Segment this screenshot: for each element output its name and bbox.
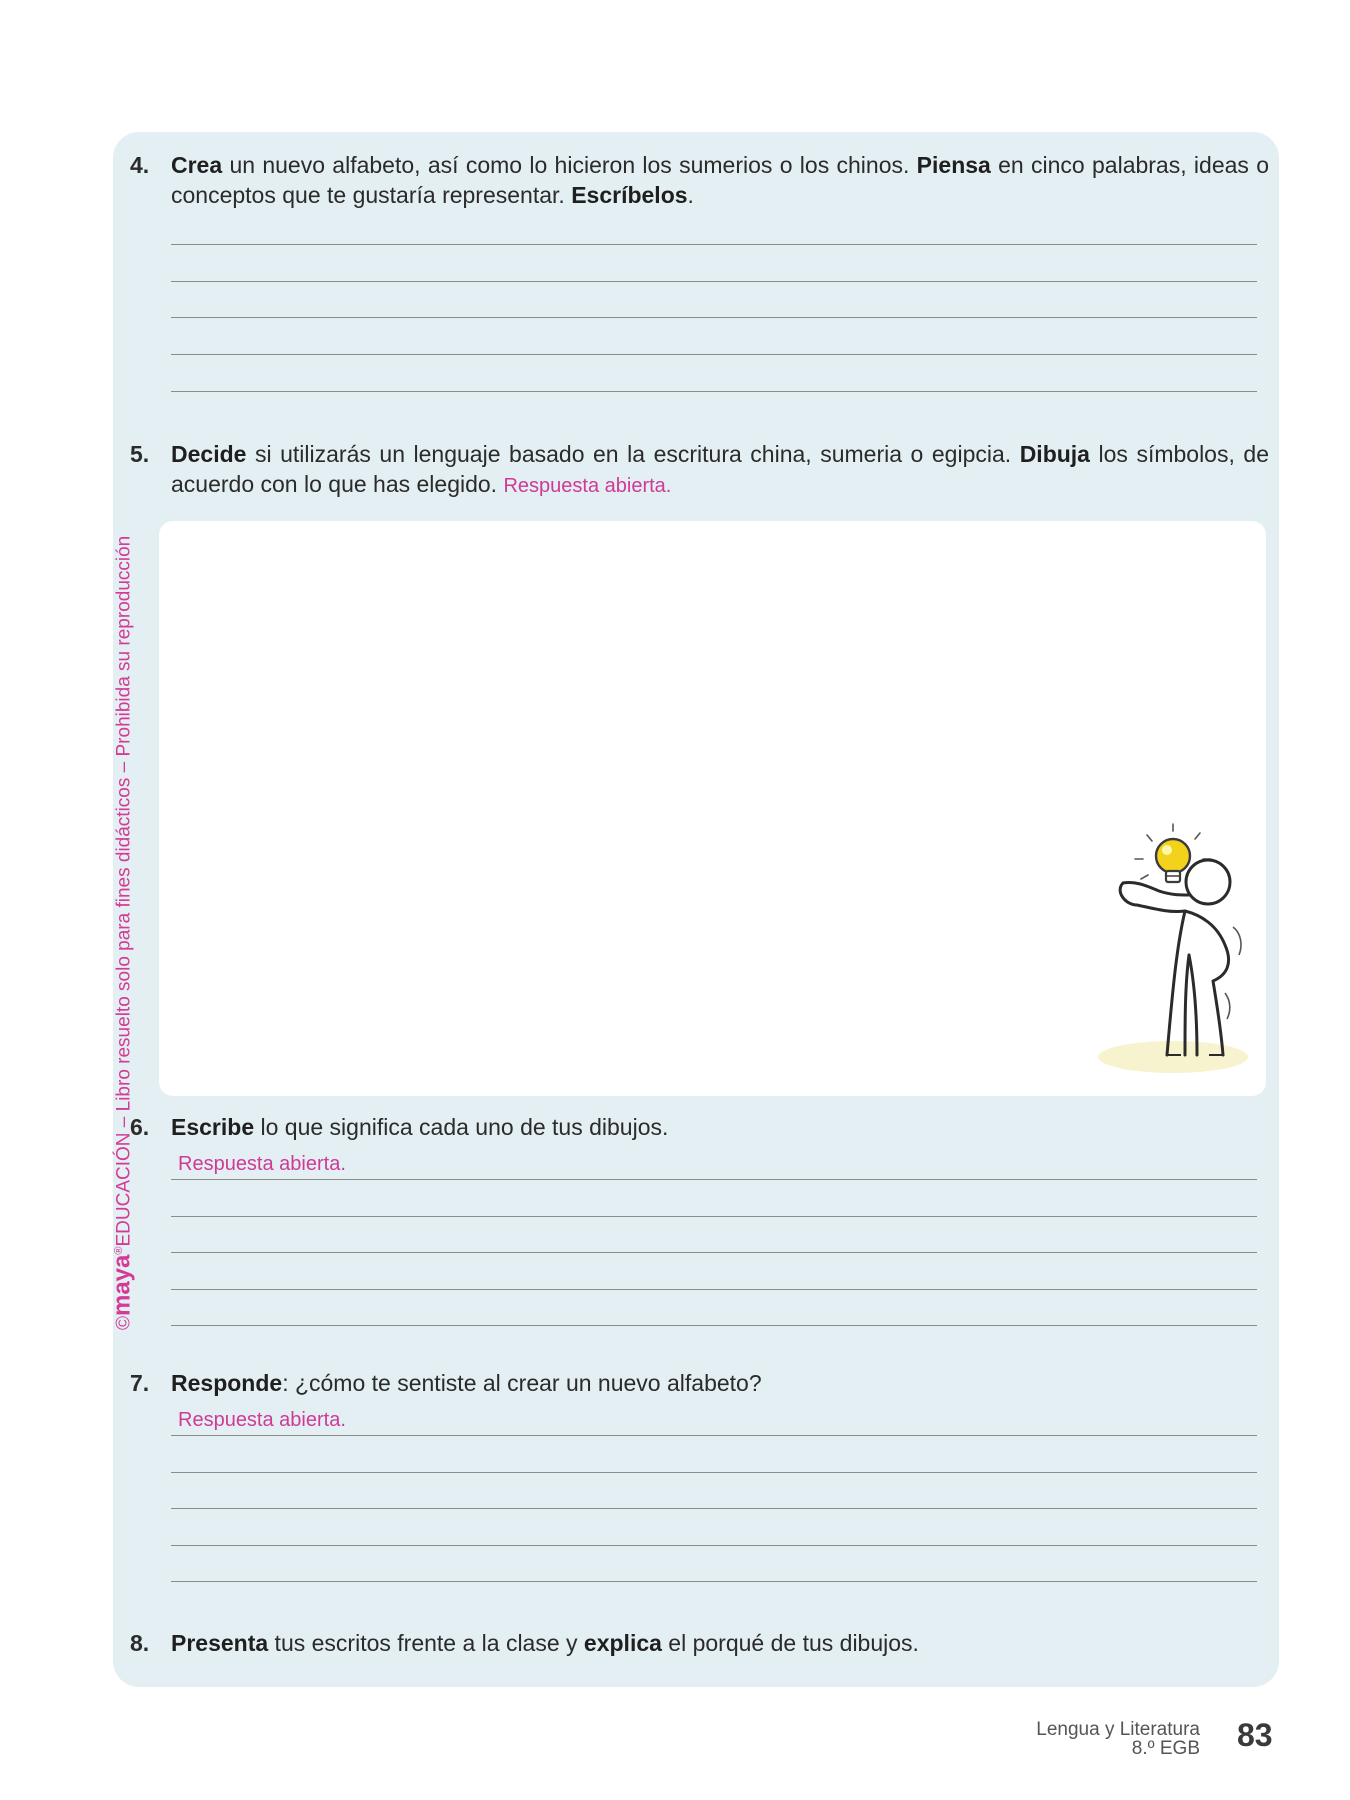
question-text: Crea un nuevo alfabeto, así como lo hicieron los sumerios o los chinos. Piensa en cinco palabras, ideas o conceptos que te gustaría representar. Escríbelos. — [171, 152, 1269, 208]
question-4 — [130, 150, 1270, 210]
answer-line[interactable] — [171, 1289, 1257, 1290]
answer-line[interactable] — [171, 1179, 1257, 1180]
answer-text: Respuesta abierta. — [503, 475, 672, 497]
grade-label: 8.º EGB — [1131, 1738, 1200, 1759]
page-number: 83 — [1237, 1717, 1273, 1753]
answer-line[interactable] — [171, 1472, 1257, 1473]
subject-name: Lengua y Literatura — [1036, 1719, 1200, 1740]
answer-line[interactable] — [171, 281, 1257, 282]
publisher-logo: maya — [108, 1254, 136, 1316]
answer-line[interactable] — [171, 1435, 1257, 1436]
question-number: 7. — [130, 1370, 150, 1396]
answer-line[interactable] — [171, 1545, 1257, 1546]
answer-line[interactable] — [171, 354, 1257, 355]
question-8 — [130, 1628, 1270, 1658]
question-number: 4. — [130, 152, 150, 178]
footer-subject — [1036, 1720, 1200, 1758]
answer-line[interactable] — [171, 1581, 1257, 1582]
question-text: Escribe lo que significa cada uno de tus dibujos. — [171, 1114, 669, 1140]
answer-line[interactable] — [171, 391, 1257, 392]
person-with-lightbulb-icon — [1085, 815, 1255, 1080]
question-number: 5. — [130, 441, 150, 467]
answer-line[interactable] — [171, 244, 1257, 245]
answer-line[interactable] — [171, 1216, 1257, 1217]
answer-text: Respuesta abierta. — [178, 1153, 346, 1175]
answer-line[interactable] — [171, 1325, 1257, 1326]
question-6 — [130, 1112, 1270, 1142]
copyright-notice: ©maya®EDUCACIÓN – Libro resuelto solo para fines didácticos – Prohibida su reproducción — [108, 535, 136, 1330]
question-number: 6. — [130, 1114, 150, 1140]
question-number: 8. — [130, 1630, 150, 1656]
answer-line[interactable] — [171, 317, 1257, 318]
answer-line[interactable] — [171, 1252, 1257, 1253]
answer-line[interactable] — [171, 1508, 1257, 1509]
answer-text: Respuesta abierta. — [178, 1409, 346, 1431]
question-text: Presenta tus escritos frente a la clase y explica el porqué de tus dibujos. — [171, 1630, 919, 1656]
question-7 — [130, 1368, 1270, 1398]
question-text: Decide si utilizarás un lenguaje basado en la escritura china, sumeria o egipcia. Dibuja los símbolos, de acuerdo con lo que has elegido. Respuesta abierta. — [171, 441, 1269, 497]
question-text: Responde: ¿cómo te sentiste al crear un nuevo alfabeto? — [171, 1370, 762, 1396]
question-5 — [130, 439, 1270, 501]
